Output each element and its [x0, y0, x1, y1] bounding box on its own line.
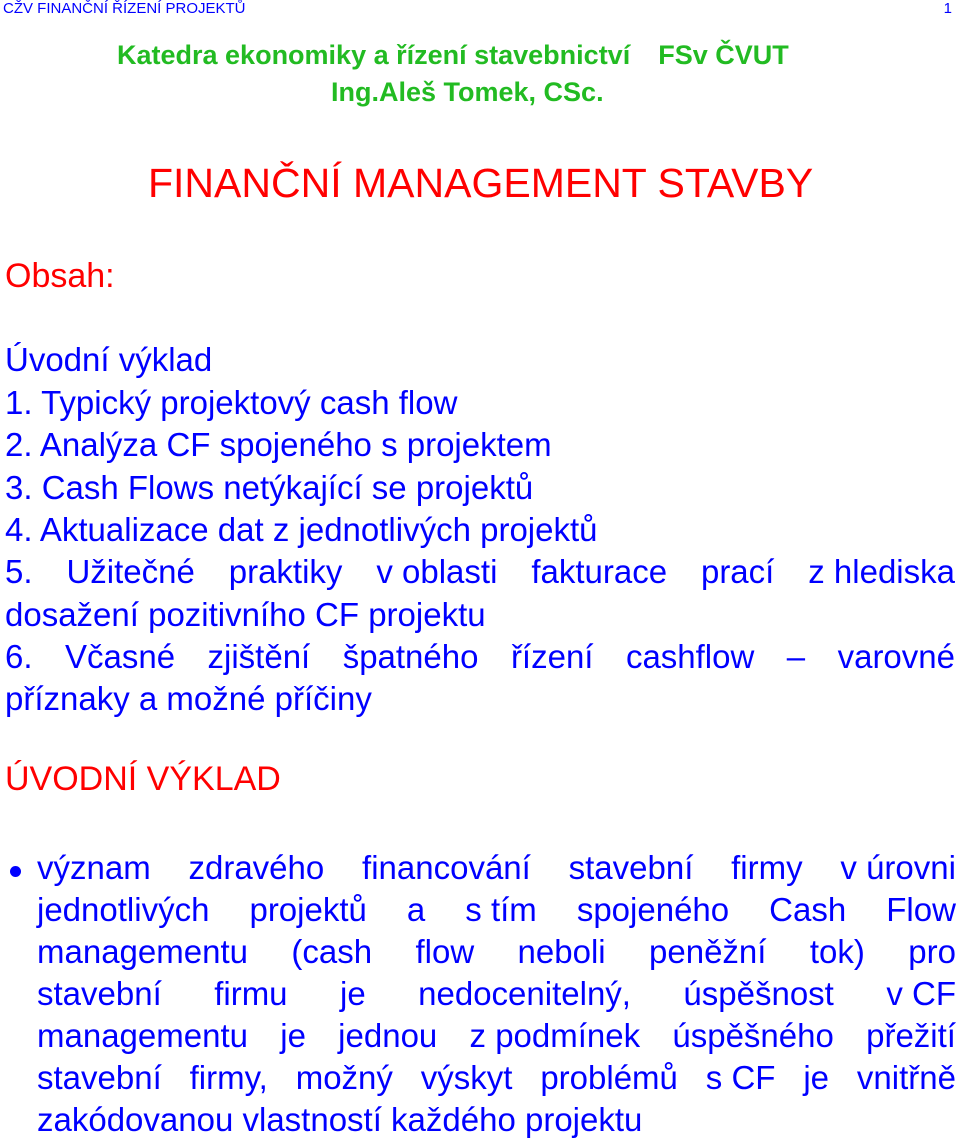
institution-line	[117, 40, 789, 71]
toc-word: prací	[700, 553, 775, 590]
word: jednotlivých	[37, 891, 210, 928]
author-name: Ing.Aleš Tomek, CSc.	[331, 77, 604, 107]
word: s CF	[705, 1059, 776, 1096]
word: vnitřně	[856, 1059, 956, 1096]
word: jednou	[338, 1017, 438, 1054]
word: nedocenitelný,	[418, 975, 631, 1012]
bullet-icon	[10, 866, 21, 877]
word: je	[803, 1059, 830, 1096]
word: v CF	[886, 975, 956, 1012]
word: spojeného	[576, 891, 730, 928]
toc-word: Včasné	[64, 638, 176, 675]
faculty-name: FSv ČVUT	[658, 40, 789, 70]
word: (cash	[291, 933, 373, 970]
paragraph-line-7: zakódovanou vlastností každého projektu	[37, 1101, 643, 1138]
word: přežití	[866, 1017, 956, 1054]
word: financování	[362, 849, 531, 886]
word: úspěšného	[672, 1017, 834, 1054]
toc-word: –	[786, 638, 806, 675]
paragraph-line-2	[37, 891, 956, 929]
toc-word: špatného	[342, 638, 479, 675]
word: firmy	[731, 849, 803, 886]
toc-word: z hlediska	[808, 553, 955, 590]
word: výskyt	[420, 1059, 513, 1096]
word: zdravého	[188, 849, 325, 886]
word: pro	[908, 933, 956, 970]
paragraph-line-5	[37, 1017, 956, 1055]
word: firmy,	[189, 1059, 268, 1096]
toc-item-3: 3. Cash Flows netýkající se projektů	[5, 469, 534, 506]
paragraph-line-3	[37, 933, 956, 971]
word: managementu	[37, 933, 248, 970]
toc-word: 5.	[5, 553, 33, 590]
word: z podmínek	[469, 1017, 641, 1054]
word: firmu	[214, 975, 288, 1012]
word: stavební	[37, 975, 162, 1012]
section-heading: ÚVODNÍ VÝKLAD	[5, 760, 281, 798]
word: je	[340, 975, 366, 1012]
toc-word: varovné	[837, 638, 955, 675]
word: a	[406, 891, 426, 928]
toc-word: Užitečné	[66, 553, 195, 590]
word: managementu	[37, 1017, 248, 1054]
running-header: CŽV FINANČNÍ ŘÍZENÍ PROJEKTŮ	[3, 0, 246, 17]
toc-word: v oblasti	[376, 553, 498, 590]
word: flow	[415, 933, 475, 970]
word: stavební	[37, 1059, 162, 1096]
toc-word: fakturace	[531, 553, 668, 590]
word: stavební	[568, 849, 694, 886]
page-number: 1	[943, 0, 952, 17]
word: je	[280, 1017, 306, 1054]
word: význam	[37, 849, 151, 886]
paragraph-line-1	[37, 849, 956, 887]
toc-item-6-continuation: příznaky a možné příčiny	[5, 680, 372, 717]
word: úspěšnost	[683, 975, 834, 1012]
word: problémů	[540, 1059, 678, 1096]
word: Cash	[769, 891, 847, 928]
word: v úrovni	[840, 849, 956, 886]
toc-word: 6.	[5, 638, 33, 675]
toc-word: cashflow	[625, 638, 755, 675]
department-name: Katedra ekonomiky a řízení stavebnictví	[117, 40, 631, 70]
toc-item-4: 4. Aktualizace dat z jednotlivých projektů	[5, 511, 598, 548]
word: s tím	[465, 891, 537, 928]
toc-item-1: 1. Typický projektový cash flow	[5, 384, 458, 421]
contents-heading: Obsah:	[5, 257, 115, 295]
word: Flow	[886, 891, 956, 928]
word: neboli	[517, 933, 606, 970]
word: možný	[295, 1059, 393, 1096]
page-title: FINANČNÍ MANAGEMENT STAVBY	[148, 160, 814, 206]
toc-item-5-continuation: dosažení pozitivního CF projektu	[5, 596, 486, 633]
paragraph-line-4	[37, 975, 956, 1013]
toc-item-2: 2. Analýza CF spojeného s projektem	[5, 426, 552, 463]
toc-word: praktiky	[228, 553, 343, 590]
toc-item-6	[5, 638, 955, 676]
toc-item-5	[5, 553, 955, 591]
word: tok)	[809, 933, 865, 970]
word: projektů	[249, 891, 367, 928]
toc-intro: Úvodní výklad	[5, 341, 213, 378]
paragraph-line-6	[37, 1059, 956, 1097]
word: peněžní	[649, 933, 767, 970]
toc-word: řízení	[510, 638, 594, 675]
toc-word: zjištění	[207, 638, 311, 675]
